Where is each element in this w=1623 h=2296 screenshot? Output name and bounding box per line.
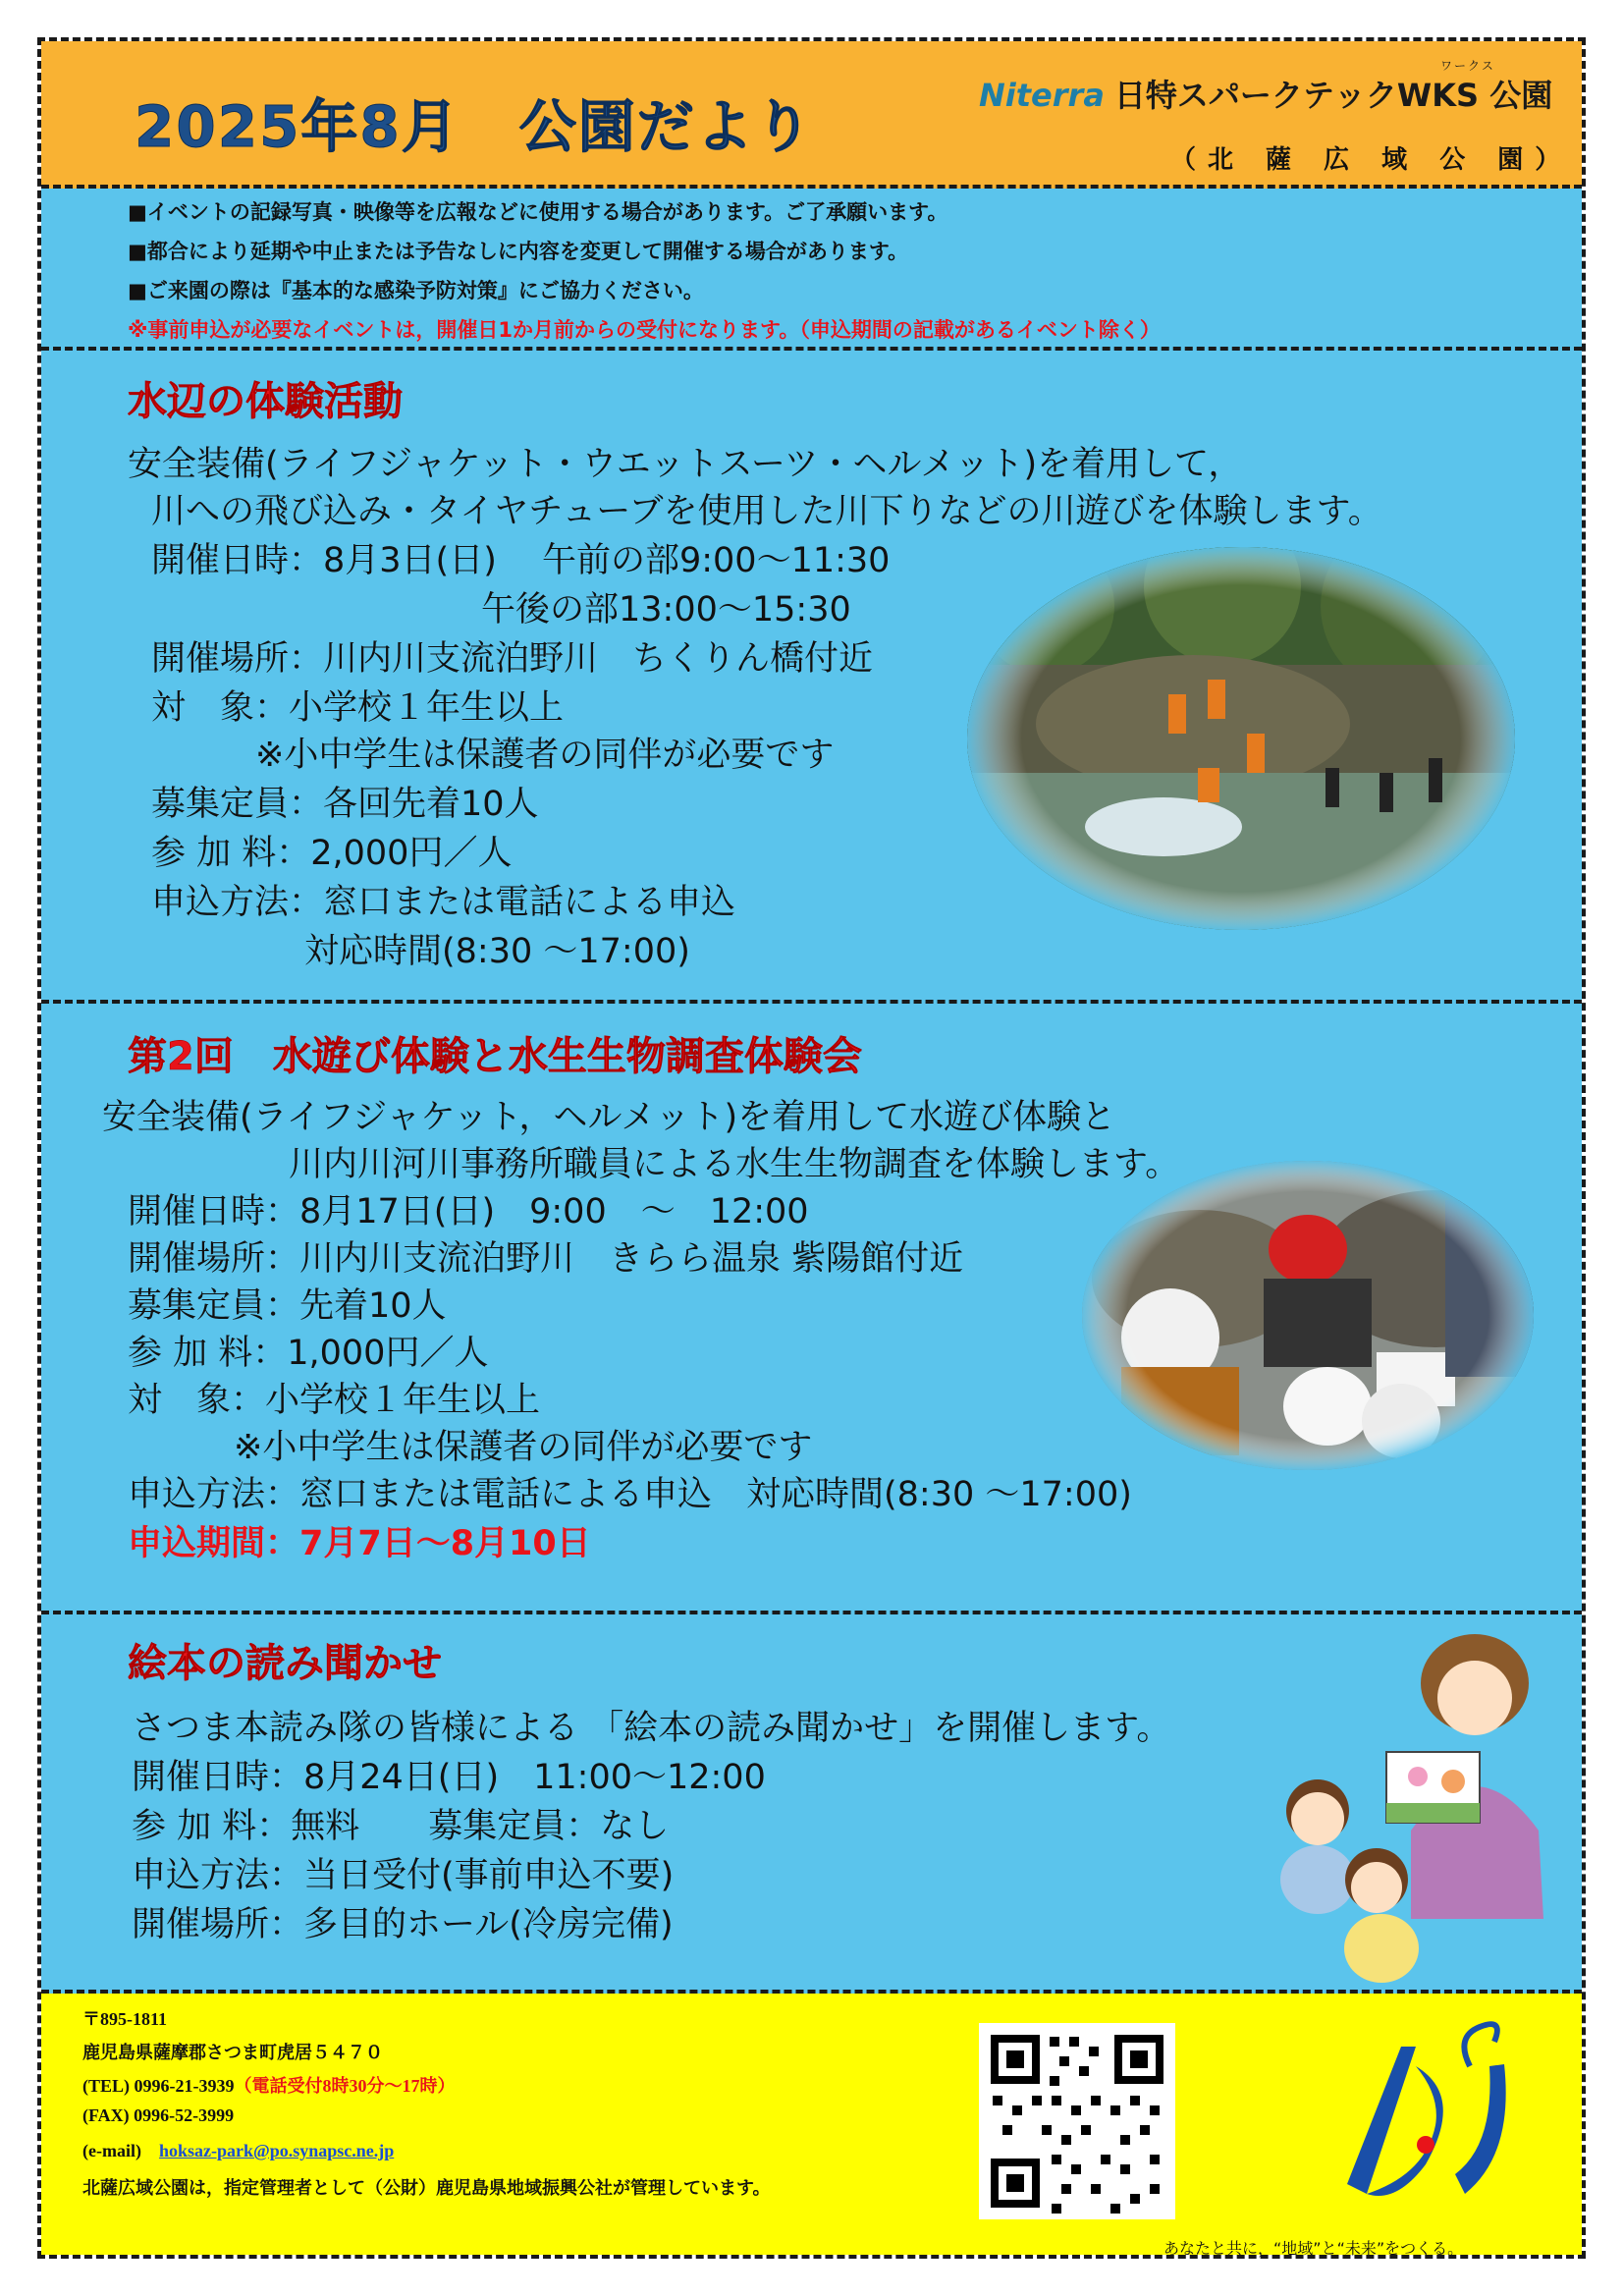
event3-heading: 絵本の読み聞かせ <box>128 1641 442 1686</box>
email-link[interactable]: hoksaz-park@po.synapsc.ne.jp <box>158 2141 395 2160</box>
page-title: 2025年8月 公園だより <box>135 93 814 160</box>
event1-date: 開催日時：8月3日(日) 午前の部9:00～11:30 <box>151 541 891 580</box>
event2-apply: 申込方法：窓口または電話による申込 対応時間(8:30 ～17:00) <box>128 1475 1132 1514</box>
event3-fee: 参 加 料：無料 募集定員：なし <box>132 1807 670 1846</box>
postal-code: 〒895-1811 <box>82 2009 168 2029</box>
notice-1: ■イベントの記録写真・映像等を広報などに使用する場合があります。ご了承願います。 <box>128 200 948 224</box>
tel-number: (TEL) 0996-21-3939 <box>82 2076 235 2096</box>
event3-date: 開催日時：8月24日(日) 11:00～12:00 <box>132 1758 766 1797</box>
niterra-logo: Niterra <box>979 77 1105 114</box>
event3-place: 開催場所：多目的ホール(冷房完備) <box>132 1905 674 1944</box>
event1-place: 開催場所：川内川支流泊野川 ちくりん橋付近 <box>151 639 874 679</box>
brand-name: 日特スパークテックWKS 公園 <box>1113 77 1553 114</box>
event2-fee: 参 加 料：1,000円／人 <box>128 1334 489 1373</box>
notice-red: ※事前申込が必要なイベントは，開催日1か月前からの受付になります。（申込期間の記載があるイベント除く） <box>128 318 1161 342</box>
event1-capacity: 募集定員：各回先着10人 <box>151 785 539 824</box>
event2-target: 対 象：小学校１年生以上 <box>128 1381 541 1420</box>
fax: (FAX) 0996-52-3999 <box>82 2105 235 2125</box>
event2-place: 開催場所：川内川支流泊野川 きらら温泉 紫陽館付近 <box>128 1239 964 1279</box>
notice-3: ■ご来園の際は『基本的な感染予防対策』にご協力ください。 <box>128 279 704 302</box>
event1-hours: 対応時間(8:30 ～17:00) <box>304 932 690 971</box>
manager-note: 北薩広域公園は，指定管理者として（公財）鹿児島県地域振興公社が管理しています。 <box>82 2178 771 2198</box>
event1-apply: 申込方法：窓口または電話による申込 <box>151 883 736 922</box>
slogan: あなたと共に，“地域”と“未来”をつくる。 <box>1163 2239 1464 2258</box>
notice-2: ■都合により延期や中止または予告なしに内容を変更して開催する場合があります。 <box>128 240 909 263</box>
event1-fee: 参 加 料：2,000円／人 <box>151 834 513 873</box>
event2-line: 安全装備(ライフジャケット，ヘルメット)を着用して水遊び体験と <box>102 1098 1116 1137</box>
tel-hours: （電話受付8時30分～17時） <box>234 2076 456 2096</box>
park-name: （北 薩 広 域 公 園） <box>1170 145 1573 175</box>
event3-apply: 申込方法：当日受付(事前申込不要) <box>132 1856 675 1895</box>
event3-line: さつま本読み隊の皆様による 「絵本の読み聞かせ」を開催します。 <box>132 1709 1171 1748</box>
event2-note: ※小中学生は保護者の同伴が必要です <box>234 1428 813 1467</box>
address: 鹿児島県薩摩郡さつま町虎居５４７０ <box>82 2043 383 2062</box>
event1-line: 川への飛び込み・タイヤチューブを使用した川下りなどの川遊びを体験します。 <box>151 492 1382 531</box>
brand-ruby: ワークス <box>1440 59 1495 73</box>
event2-period: 申込期間：7月7日～8月10日 <box>128 1524 591 1563</box>
event1-date-pm: 午後の部13:00～15:30 <box>481 590 851 629</box>
event2-heading: 第2回 水遊び体験と水生生物調査体験会 <box>128 1034 862 1079</box>
email-label: (e-mail) <box>82 2141 141 2160</box>
event1-heading: 水辺の体験活動 <box>128 379 403 424</box>
event1-target: 対 象：小学校１年生以上 <box>151 688 565 728</box>
dashed-border <box>37 37 1586 2259</box>
event1-line: 安全装備(ライフジャケット・ウエットスーツ・ヘルメット)を着用して， <box>128 445 1243 484</box>
event1-note: ※小中学生は保護者の同伴が必要です <box>255 736 835 775</box>
event2-line: 川内川河川事務所職員による水生生物調査を体験します。 <box>289 1145 1180 1184</box>
event2-date: 開催日時：8月17日(日) 9:00 ～ 12:00 <box>128 1192 809 1231</box>
event2-capacity: 募集定員：先着10人 <box>128 1286 447 1326</box>
